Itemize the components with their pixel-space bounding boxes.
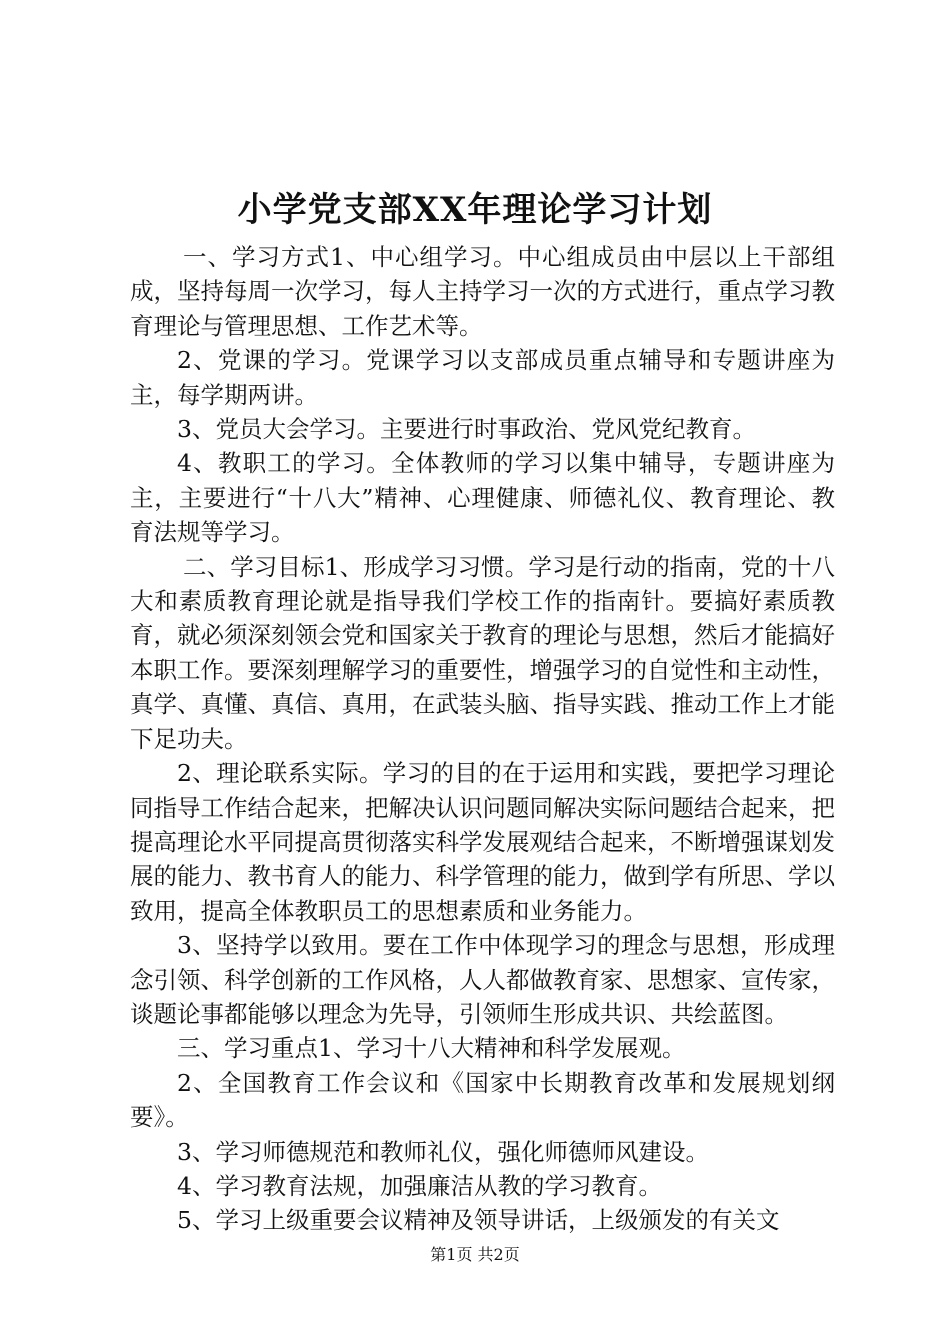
paragraph-study-goals: 二、学习目标1、形成学习习惯。学习是行动的指南，党的十八大和素质教育理论就是指导我们学校工作的指南针。要搞好素质教育，就必须深刻领会党和国家关于教育的理论与思想，然后才能搞好本职工作。要深刻理解学习的重要性，增强学习的自觉性和主动性，真学、真懂、真信、真用，在武装头脑、指导实践、推动工作上才能下足功夫。 — [130, 552, 835, 753]
paragraph-study-methods: 一、学习方式1、中心组学习。中心组成员由中层以上干部组成，坚持每周一次学习，每人主持学习一次的方式进行，重点学习教育理论与管理思想、工作艺术等。 — [130, 243, 835, 340]
page-footer: 第1页 共2页 — [430, 1245, 520, 1264]
paragraph-party-meeting: 3、党员大会学习。主要进行时事政治、党风党纪教育。 — [177, 415, 756, 444]
paragraph-party-lecture: 2、党课的学习。党课学习以支部成员重点辅导和专题讲座为主，每学期两讲。 — [130, 346, 835, 409]
paragraph-education-conference: 2、全国教育工作会议和《国家中长期教育改革和发展规划纲要》。 — [130, 1068, 835, 1132]
paragraph-staff-study: 4、教职工的学习。全体教师的学习以集中辅导，专题讲座为主，主要进行“十八大”精神、心理健康、师德礼仪、教育理论、教育法规等学习。 — [130, 449, 835, 547]
paragraph-teacher-ethics: 3、学习师德规范和教师礼仪，强化师德师风建设。 — [177, 1137, 709, 1166]
paragraph-superior-meetings: 5、学习上级重要会议精神及领导讲话，上级颁发的有关文 — [177, 1206, 780, 1235]
paragraph-education-law: 4、学习教育法规，加强廉洁从教的学习教育。 — [177, 1171, 662, 1200]
paragraph-apply-learning: 3、坚持学以致用。要在工作中体现学习的理念与思想，形成理念引领、科学创新的工作风格，人人都做教育家、思想家、宣传家，谈题论事都能够以理念为先导，引领师生形成共识、共绘蓝图。 — [130, 931, 835, 1028]
paragraph-study-focus: 三、学习重点1、学习十八大精神和科学发展观。 — [177, 1034, 686, 1063]
document-body — [130, 240, 835, 1238]
document-title: 小学党支部XX年理论学习计划 — [237, 190, 713, 230]
paragraph-theory-practice: 2、理论联系实际。学习的目的在于运用和实践，要把学习理论同指导工作结合起来，把解决认识问题同解决实际问题结合起来，把提高理论水平同提高贯彻落实科学发展观结合起来，不断增强谋划发展的能力、教书育人的能力、科学管理的能力，做到学有所思、学以致用，提高全体教职员工的思想素质和业务能力。 — [130, 759, 835, 925]
